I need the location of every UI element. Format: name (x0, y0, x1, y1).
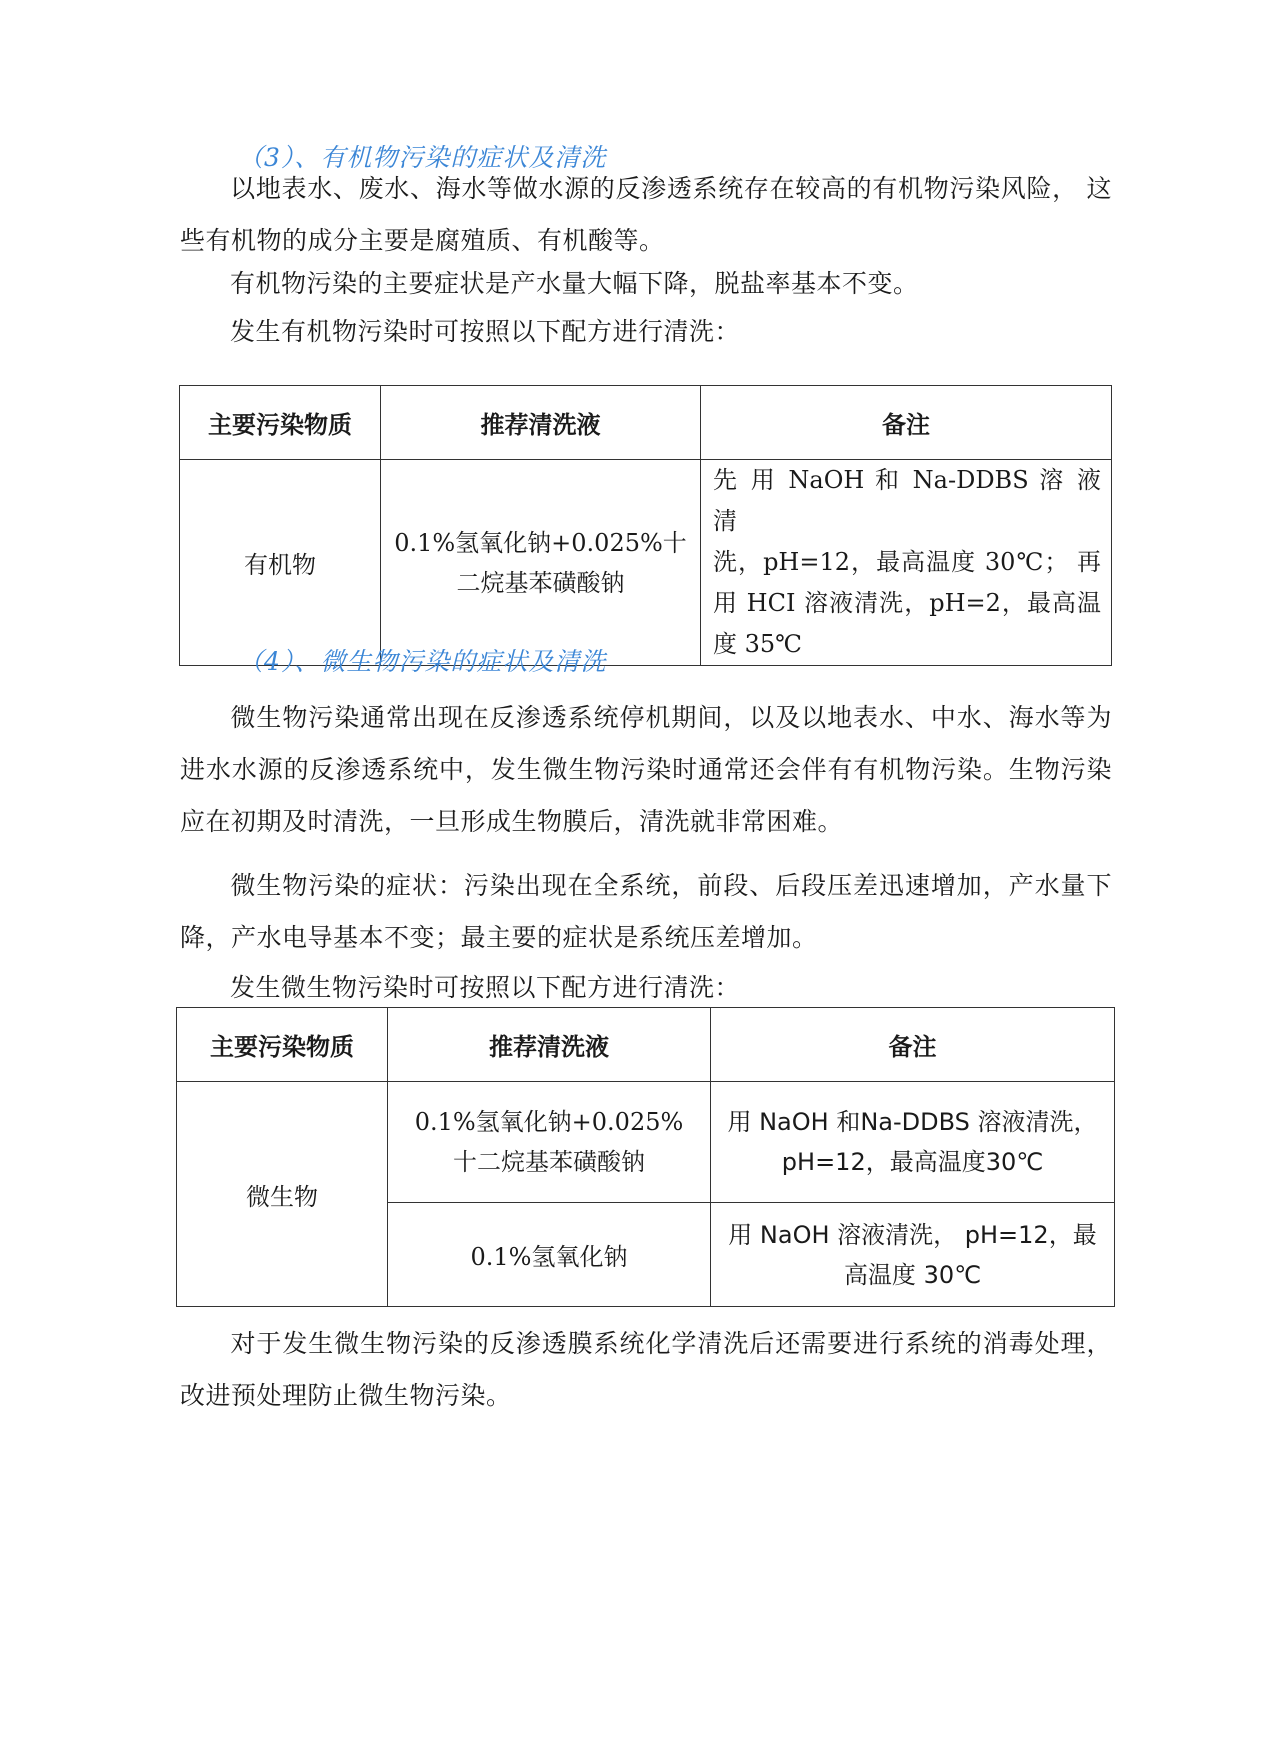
note-cell (701, 460, 1112, 666)
microbial-cleaning-table (176, 1007, 1115, 1307)
header-solution: 推荐清洗液 (388, 1008, 711, 1082)
solution-line: 十二烷基苯磺酸钠 (453, 1148, 645, 1176)
solution-line: 0.1%氢氧化钠+0.025% (414, 1108, 684, 1136)
solution-cell (388, 1082, 711, 1203)
header-substance: 主要污染物质 (180, 386, 381, 460)
note-cell (711, 1203, 1115, 1307)
note-line: 高温度 30℃ (843, 1260, 982, 1289)
organic-cleaning-table (179, 385, 1112, 666)
section-3-heading: （3）、有机物污染的症状及清洗 (238, 143, 607, 172)
section-3-paragraph-2: 有机物污染的主要症状是产水量大幅下降，脱盐率基本不变。 (230, 269, 919, 298)
table-row (177, 1082, 1115, 1203)
note-line: 用 NaOH 溶液清洗， pH=12，最 (728, 1220, 1097, 1249)
note-line: 用 NaOH 和Na-DDBS 溶液清洗， (727, 1108, 1098, 1136)
header-note: 备注 (701, 386, 1112, 460)
solution-line: 二烷基苯磺酸钠 (456, 568, 625, 597)
note-line: 度 35℃ (713, 630, 803, 658)
header-note: 备注 (711, 1008, 1115, 1082)
section-4-closing-paragraph: 对于发生微生物污染的反渗透膜系统化学清洗后还需要进行系统的消毒处理，改进预处理防止微生物污染。 (180, 1329, 1112, 1410)
note-line: 先 用 NaOH 和 Na-DDBS 溶 液 清 (713, 466, 1101, 535)
note-line: 用 HCI 溶液清洗，pH=2，最高温 (713, 589, 1101, 617)
section-3-paragraph-1: 以地表水、废水、海水等做水源的反渗透系统存在较高的有机物污染风险， 这些有机物的成分主要是腐殖质、有机酸等。 (180, 174, 1112, 255)
solution-cell: 0.1%氢氧化钠 (388, 1203, 711, 1307)
note-line: 洗，pH=12，最高温度 30℃； 再 (713, 548, 1101, 576)
substance-cell: 微生物 (177, 1082, 388, 1307)
table-header-row (177, 1008, 1115, 1082)
table-header-row (180, 386, 1112, 460)
header-solution: 推荐清洗液 (381, 386, 701, 460)
note-line: pH=12，最高温度30℃ (781, 1148, 1044, 1176)
section-3-paragraph-3: 发生有机物污染时可按照以下配方进行清洗： (230, 317, 741, 346)
header-substance: 主要污染物质 (177, 1008, 388, 1082)
section-4-paragraph-3: 发生微生物污染时可按照以下配方进行清洗： (230, 973, 741, 1002)
solution-cell (381, 460, 701, 666)
solution-line: 0.1%氢氧化钠+0.025%十 (394, 528, 687, 557)
section-4-paragraph-1: 微生物污染通常出现在反渗透系统停机期间，以及以地表水、中水、海水等为进水水源的反渗透系统中，发生微生物污染时通常还会伴有有机物污染。生物污染应在初期及时清洗，一旦形成生物膜后，清洗就非常困难。 (180, 703, 1112, 836)
substance-cell: 有机物 (180, 460, 381, 666)
section-4-paragraph-2: 微生物污染的症状：污染出现在全系统，前段、后段压差迅速增加，产水量下降，产水电导基本不变；最主要的症状是系统压差增加。 (180, 871, 1112, 952)
table-row (180, 460, 1112, 666)
note-cell (711, 1082, 1115, 1203)
section-4-heading: （4）、微生物污染的症状及清洗 (238, 647, 607, 676)
